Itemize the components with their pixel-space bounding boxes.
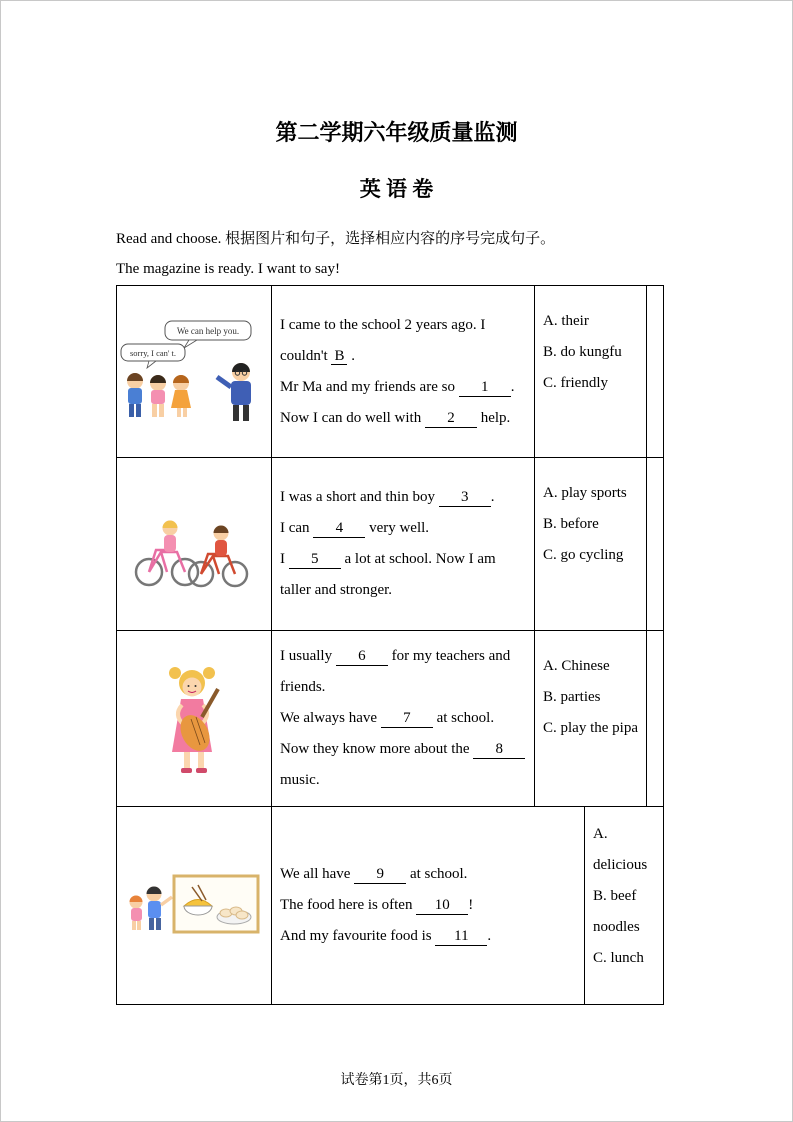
boy-pointing-figure — [147, 886, 173, 930]
blank-5: 5 — [289, 551, 341, 569]
page-title: 第二学期六年级质量监测 — [275, 120, 518, 145]
filled-answer: B — [331, 348, 347, 365]
intro-sentence: The magazine is ready. I want to say! — [116, 261, 340, 277]
image-cell — [117, 631, 272, 806]
girl-playing-pipa-illustration — [157, 659, 232, 779]
children-talking-illustration — [119, 319, 269, 424]
pipa-girl-legs — [181, 752, 207, 773]
option-item: A. their — [543, 313, 589, 329]
bubble-top-text: We can help you. — [176, 326, 240, 336]
options-cell — [535, 286, 647, 457]
sentence-line: Mr Ma and my friends are so 1 . — [280, 372, 528, 403]
option-item: B. before — [543, 516, 599, 532]
answer-cell — [647, 631, 663, 806]
sentence-lines — [280, 482, 528, 606]
table-row — [117, 286, 663, 458]
option-item: B. parties — [543, 689, 601, 705]
sentence-line: I usually 6 for my teachers and friends. — [280, 648, 511, 695]
options-list — [543, 478, 644, 571]
table-row — [117, 458, 663, 631]
sentence-line: I can 4 very well. — [280, 513, 528, 544]
kids-with-food-illustration — [126, 872, 262, 940]
kid-girl-orange — [171, 375, 191, 417]
sentence-lines — [280, 310, 528, 434]
options-list — [543, 651, 644, 744]
blank-3: 3 — [439, 489, 491, 507]
speech-bubble-left — [121, 344, 185, 368]
table-row — [117, 631, 663, 807]
answer-cell — [647, 458, 663, 630]
image-cell — [117, 458, 272, 630]
sentence-cell — [272, 458, 535, 630]
option-item: B. do kungfu — [543, 344, 622, 360]
options-cell — [535, 458, 647, 630]
teacher-mr-ma — [217, 363, 251, 421]
sentence-line: I was a short and thin boy 3 . — [280, 482, 528, 513]
option-item: C. friendly — [543, 375, 608, 391]
sentence-line: Now they know more about the 8 music. — [280, 734, 528, 796]
option-item: A. delicious — [593, 826, 648, 873]
option-item: C. play the pipa — [543, 720, 638, 736]
sentence-line: Now I can do well with 2 help. — [280, 403, 528, 434]
blank-2: 2 — [425, 410, 477, 428]
option-item: C. go cycling — [543, 547, 624, 563]
exam-table — [116, 285, 664, 1005]
answer-cell — [647, 286, 663, 457]
option-item: B. beef noodles — [593, 888, 640, 935]
option-item: C. lunch — [593, 950, 644, 966]
sentence-line: And my favourite food is 11 . — [280, 921, 578, 952]
option-item: A. Chinese — [543, 658, 610, 674]
blank-8: 8 — [473, 741, 525, 759]
sentence-line: We all have 9 at school. — [280, 859, 578, 890]
food-picture-frame — [174, 876, 258, 932]
blank-7: 7 — [381, 710, 433, 728]
page-subtitle: 英 语 卷 — [359, 177, 434, 201]
options-cell — [535, 631, 647, 806]
bubble-left-text: sorry, I can' t. — [129, 348, 177, 358]
sentence-line: The food here is often 10 ! — [280, 890, 578, 921]
blank-4: 4 — [313, 520, 365, 538]
image-cell — [117, 807, 272, 1004]
blank-10: 10 — [416, 897, 468, 915]
option-item: A. play sports — [543, 485, 627, 501]
girl-figure — [130, 895, 143, 930]
section-instructions: Read and choose. 根据图片和句子，选择相应内容的序号完成句子。 — [116, 231, 556, 247]
sentence-cell — [272, 286, 535, 457]
sentence-lines — [280, 641, 528, 796]
options-list — [543, 306, 644, 399]
options-list — [593, 819, 661, 974]
sentence-line: I 5 a lot at school. Now I am taller and stronger. — [280, 551, 496, 598]
image-cell — [117, 286, 272, 457]
sentence-cell — [272, 631, 535, 806]
table-row — [117, 807, 663, 1004]
sentence-line: We always have 7 at school. — [280, 703, 528, 734]
kid-girl-pink — [150, 375, 166, 417]
kid-boy-blue — [127, 373, 143, 417]
blank-9: 9 — [354, 866, 406, 884]
sentence-lines — [280, 859, 578, 952]
blank-6: 6 — [336, 648, 388, 666]
page-footer: 试卷第1页，共6页 — [340, 1073, 453, 1088]
blank-1: 1 — [459, 379, 511, 397]
blank-11: 11 — [435, 928, 487, 946]
sentence-cell — [272, 807, 585, 1004]
sentence-line: I came to the school 2 years ago. I couldn't B . — [280, 316, 486, 364]
kids-cycling-illustration — [129, 498, 259, 590]
options-cell — [585, 807, 663, 1004]
